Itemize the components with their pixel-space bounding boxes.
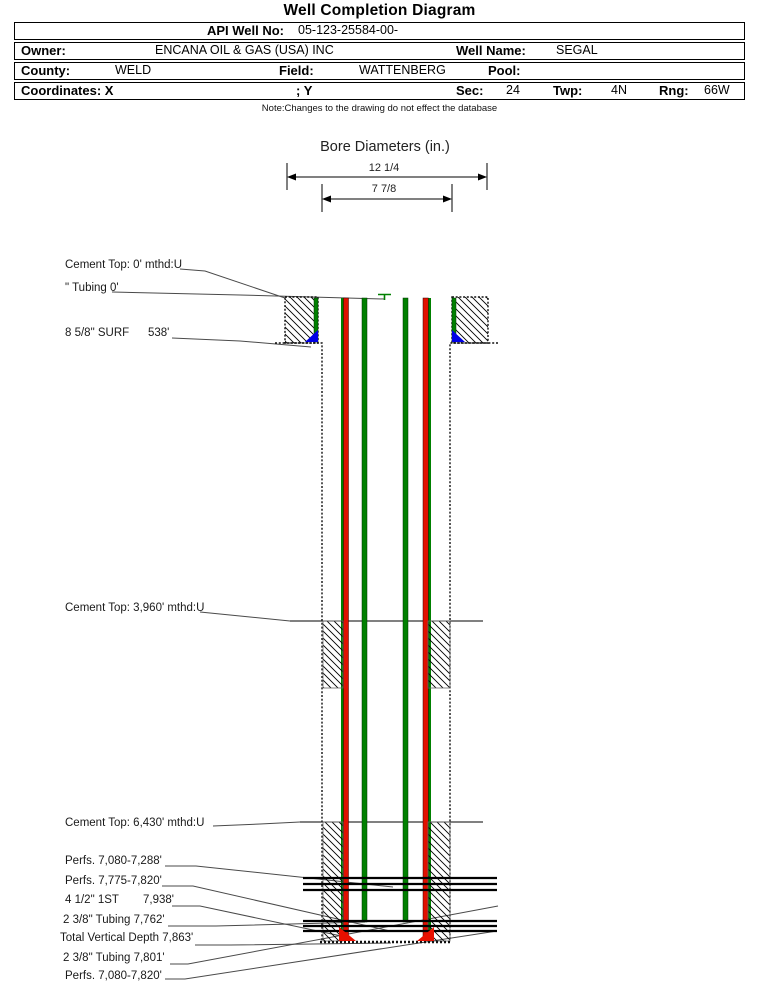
tubing-right — [403, 298, 408, 922]
coordinates-y-label: ; Y — [296, 83, 313, 98]
perfs-lower-label: Perfs. 7,775-7,820' — [65, 875, 162, 887]
arrowhead-right-icon — [443, 196, 452, 203]
twp-label: Twp: — [553, 83, 583, 98]
bore-diameters — [287, 139, 487, 212]
annotation-labels — [60, 259, 204, 981]
tubing-7801-label: 2 3/8" Tubing 7,801' — [63, 952, 165, 964]
sec-label: Sec: — [456, 83, 484, 98]
tubing-7762-label: 2 3/8" Tubing 7,762' — [63, 914, 165, 926]
pool-label: Pool: — [488, 63, 521, 78]
casing-1st-depth: 7,938' — [143, 894, 174, 906]
page-title: Well Completion Diagram — [283, 2, 476, 19]
cement-top-3960-label: Cement Top: 3,960' mthd:U — [65, 602, 205, 614]
api-label: API Well No: — [206, 23, 284, 38]
wellhead — [285, 297, 488, 343]
surf-casing-label: 8 5/8" SURF — [65, 327, 130, 339]
perfs-range-label: Perfs. 7,080-7,820' — [65, 970, 162, 981]
tubing-left — [362, 298, 367, 922]
cement-top-lines — [290, 621, 483, 822]
rng-label: Rng: — [659, 83, 689, 98]
well-strings — [341, 295, 431, 941]
owner-value: ENCANA OIL & GAS (USA) INC — [155, 43, 334, 57]
arrowhead-left-icon — [322, 196, 331, 203]
sec-value: 24 — [506, 83, 520, 97]
arrowhead-left-icon — [287, 174, 296, 181]
casing-1st-label: 4 1/2" 1ST — [65, 894, 119, 906]
arrowhead-right-icon — [478, 174, 487, 181]
cement-top-6430-label: Cement Top: 6,430' mthd:U — [65, 817, 205, 829]
borehole-walls — [275, 343, 498, 941]
perfs-upper-label: Perfs. 7,080-7,288' — [65, 855, 162, 867]
coordinates-label: Coordinates: X — [21, 83, 114, 98]
well-name-value: SEGAL — [556, 43, 598, 57]
tvd-label: Total Vertical Depth 7,863' — [60, 932, 194, 944]
field-label: Field: — [279, 63, 314, 78]
county-value: WELD — [115, 63, 152, 77]
outer-diameter-label: 12 1/4 — [368, 162, 400, 174]
twp-value: 4N — [611, 83, 627, 97]
bore-diameters-title: Bore Diameters (in.) — [320, 139, 450, 155]
database-note: Note:Changes to the drawing do not effect the database — [261, 103, 498, 114]
county-label: County: — [21, 63, 71, 78]
well-name-label: Well Name: — [456, 43, 526, 58]
inner-diameter-label: 7 7/8 — [371, 183, 397, 195]
tubing-0-label: " Tubing 0' — [65, 282, 119, 294]
rng-value: 66W — [704, 83, 730, 97]
surf-casing-depth: 538' — [148, 327, 170, 339]
cement-top-0-label: Cement Top: 0' mthd:U — [65, 259, 183, 271]
api-value: 05-123-25584-00- — [298, 23, 399, 37]
well-bottom — [320, 927, 452, 942]
owner-label: Owner: — [21, 43, 66, 58]
field-value: WATTENBERG — [359, 63, 446, 77]
